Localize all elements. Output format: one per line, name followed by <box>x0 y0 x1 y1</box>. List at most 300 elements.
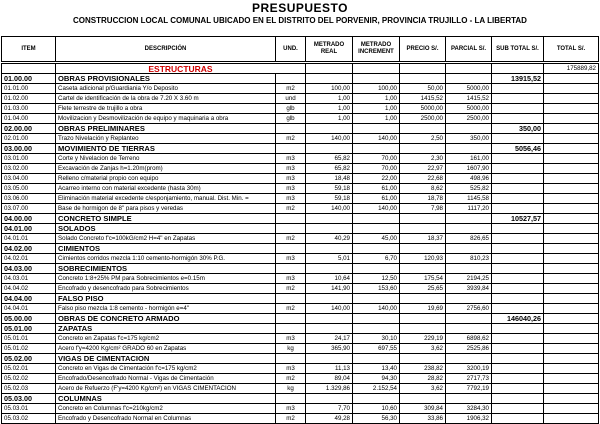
cell-item: 03.00.00 <box>2 144 56 154</box>
cell-subtotal <box>492 244 544 254</box>
cell-price: 2500,00 <box>400 114 446 124</box>
cell-item: 04.02.00 <box>2 244 56 254</box>
cell-price: 120,93 <box>400 254 446 264</box>
cell-item: 04.03.01 <box>2 274 56 284</box>
cell-description: Corte y Nivelacion de Terreno <box>56 154 276 164</box>
cell-price <box>400 144 446 154</box>
cell-item: 05.02.01 <box>2 364 56 374</box>
cell-description: Excavación de Zanjas h=1.20m(prom) <box>56 164 276 174</box>
cell-unit: m2 <box>276 374 306 384</box>
cell-metrado-real <box>306 354 353 364</box>
cell-price: 19,69 <box>400 304 446 314</box>
cell-description: OBRAS DE CONCRETO ARMADO <box>56 314 276 324</box>
cell-item: 04.00.00 <box>2 214 56 224</box>
cell-unit: m2 <box>276 284 306 294</box>
cell-subtotal <box>492 154 544 164</box>
table-row <box>2 174 599 184</box>
table-row <box>2 334 599 344</box>
cell-metrado-increment: 70,00 <box>353 164 400 174</box>
cell-unit <box>276 214 306 224</box>
cell-metrado-real: 65,82 <box>306 164 353 174</box>
cell-description: OBRAS PROVISIONALES <box>56 74 276 84</box>
cell-metrado-real <box>306 294 353 304</box>
cell-partial: 3200,19 <box>446 364 492 374</box>
cell-subtotal: 13915,52 <box>492 74 544 84</box>
cell-price: 25,65 <box>400 284 446 294</box>
cell-unit <box>276 354 306 364</box>
table-row <box>2 204 599 214</box>
cell-price: 7,98 <box>400 204 446 214</box>
table-row <box>2 304 599 314</box>
header-partial: PARCIAL S/. <box>446 37 492 63</box>
cell-metrado-real <box>306 324 353 334</box>
table-row <box>2 344 599 354</box>
cell-metrado-real: 40,29 <box>306 234 353 244</box>
cell-unit: m3 <box>276 154 306 164</box>
cell-item: 01.02.00 <box>2 94 56 104</box>
cell-price: 3,62 <box>400 344 446 354</box>
cell-unit: m3 <box>276 334 306 344</box>
cell-unit: m3 <box>276 364 306 374</box>
cell-price <box>400 354 446 364</box>
cell-subtotal <box>492 254 544 264</box>
cell-subtotal <box>492 104 544 114</box>
table-row <box>2 84 599 94</box>
cell-total <box>544 324 599 334</box>
cell-metrado-increment: 1,00 <box>353 104 400 114</box>
cell-item: 04.04.00 <box>2 294 56 304</box>
cell-total <box>544 274 599 284</box>
cell-subtotal: 10527,57 <box>492 214 544 224</box>
cell-item: 05.02.03 <box>2 384 56 394</box>
cell-subtotal <box>492 354 544 364</box>
cell-price: 22,68 <box>400 174 446 184</box>
cell-metrado-real <box>306 264 353 274</box>
estructuras-row <box>2 63 599 74</box>
cell-metrado-increment: 61,00 <box>353 184 400 194</box>
cell-metrado-increment: 1,00 <box>353 114 400 124</box>
cell-price: 28,82 <box>400 374 446 384</box>
cell-description: SOBRECIMIENTOS <box>56 264 276 274</box>
cell-empty <box>400 63 446 74</box>
cell-metrado-increment: 12,50 <box>353 274 400 284</box>
cell-description: OBRAS PRELIMINARES <box>56 124 276 134</box>
cell-metrado-increment <box>353 264 400 274</box>
cell-total <box>544 334 599 344</box>
project-subtitle: CONSTRUCCION LOCAL COMUNAL UBICADO EN EL DISTRITO DEL PORVENIR, PROVINCIA TRUJILLO - LA LIBERTAD <box>73 16 527 25</box>
header-row <box>2 37 599 63</box>
cell-metrado-increment <box>353 294 400 304</box>
cell-partial: 2717,73 <box>446 374 492 384</box>
cell-unit: m3 <box>276 194 306 204</box>
cell-item: 05.02.00 <box>2 354 56 364</box>
cell-item: 03.02.00 <box>2 164 56 174</box>
cell-subtotal: 146040,26 <box>492 314 544 324</box>
cell-metrado-real: 1,00 <box>306 104 353 114</box>
cell-price: 229,19 <box>400 334 446 344</box>
table-row <box>2 364 599 374</box>
cell-total <box>544 194 599 204</box>
cell-metrado-increment: 697,55 <box>353 344 400 354</box>
cell-item: 05.01.02 <box>2 344 56 354</box>
cell-price <box>400 264 446 274</box>
table-row <box>2 274 599 284</box>
cell-price <box>400 224 446 234</box>
table-row <box>2 114 599 124</box>
cell-metrado-increment <box>353 124 400 134</box>
cell-unit <box>276 314 306 324</box>
section-row <box>2 74 599 84</box>
cell-description: Falso piso mezcla 1:8 cemento - hormigón e=4" <box>56 304 276 314</box>
cell-price: 3,62 <box>400 384 446 394</box>
cell-partial <box>446 74 492 84</box>
cell-total <box>544 384 599 394</box>
cell-unit: glb <box>276 114 306 124</box>
cell-metrado-real: 140,00 <box>306 134 353 144</box>
cell-subtotal <box>492 304 544 314</box>
page-title: PRESUPUESTO <box>252 1 348 15</box>
cell-unit: m2 <box>276 84 306 94</box>
cell-total <box>544 304 599 314</box>
cell-partial: 3284,30 <box>446 404 492 414</box>
cell-metrado-real: 365,90 <box>306 344 353 354</box>
header-description: DESCRIPCIÓN <box>56 37 276 63</box>
cell-partial: 2500,00 <box>446 114 492 124</box>
cell-subtotal: 5056,46 <box>492 144 544 154</box>
cell-partial: 1145,58 <box>446 194 492 204</box>
cell-item: 05.02.02 <box>2 374 56 384</box>
cell-total <box>544 174 599 184</box>
cell-metrado-real: 7,70 <box>306 404 353 414</box>
section-row <box>2 394 599 404</box>
cell-total <box>544 84 599 94</box>
cell-price: 2,50 <box>400 134 446 144</box>
cell-metrado-increment <box>353 324 400 334</box>
cell-metrado-increment: 140,00 <box>353 134 400 144</box>
cell-total <box>544 354 599 364</box>
cell-total <box>544 204 599 214</box>
cell-partial <box>446 124 492 134</box>
cell-metrado-real <box>306 124 353 134</box>
cell-item: 05.03.01 <box>2 404 56 414</box>
cell-partial: 826,65 <box>446 234 492 244</box>
cell-metrado-increment <box>353 314 400 324</box>
cell-subtotal: 350,00 <box>492 124 544 134</box>
cell-partial: 1607,90 <box>446 164 492 174</box>
cell-partial: 7792,19 <box>446 384 492 394</box>
cell-total <box>544 394 599 404</box>
cell-description: VIGAS DE CIMENTACION <box>56 354 276 364</box>
cell-subtotal <box>492 334 544 344</box>
cell-subtotal <box>492 414 544 424</box>
cell-metrado-increment: 13,40 <box>353 364 400 374</box>
cell-metrado-increment <box>353 214 400 224</box>
cell-price: 8,62 <box>400 184 446 194</box>
cell-description: Acero de Refuerzo (F'y=4200 Kg/cm²) en VIGAS CIMENTACION <box>56 384 276 394</box>
cell-price: 309,84 <box>400 404 446 414</box>
cell-total <box>544 314 599 324</box>
cell-partial <box>446 244 492 254</box>
cell-metrado-increment: 2.152,54 <box>353 384 400 394</box>
table-row <box>2 94 599 104</box>
cell-total <box>544 184 599 194</box>
table-row <box>2 414 599 424</box>
cell-unit <box>276 124 306 134</box>
cell-total <box>544 224 599 234</box>
cell-item: 03.01.00 <box>2 154 56 164</box>
header-item: ITEM <box>2 37 56 63</box>
cell-unit: glb <box>276 104 306 114</box>
cell-metrado-increment: 61,00 <box>353 194 400 204</box>
cell-subtotal <box>492 394 544 404</box>
cell-total <box>544 254 599 264</box>
cell-description: Cartel de identificación de la obra de 7.20 X 3.60 m <box>56 94 276 104</box>
cell-price <box>400 74 446 84</box>
table-row <box>2 384 599 394</box>
cell-unit: m2 <box>276 304 306 314</box>
cell-subtotal <box>492 84 544 94</box>
cell-partial <box>446 314 492 324</box>
cell-metrado-real: 65,82 <box>306 154 353 164</box>
section-row <box>2 224 599 234</box>
cell-empty <box>2 63 56 74</box>
cell-subtotal <box>492 184 544 194</box>
cell-price <box>400 314 446 324</box>
cell-metrado-increment: 94,30 <box>353 374 400 384</box>
cell-description: Caseta adicional p/Guardiania Y/o Deposito <box>56 84 276 94</box>
cell-subtotal <box>492 194 544 204</box>
cell-partial: 498,96 <box>446 174 492 184</box>
header-metrado-increment: METRADO INCREMENT <box>353 37 400 63</box>
cell-description: Acero f'y=4200 Kg/cm² GRADO 60 en Zapatas <box>56 344 276 354</box>
cell-description: ZAPATAS <box>56 324 276 334</box>
cell-metrado-real: 49,28 <box>306 414 353 424</box>
cell-unit <box>276 224 306 234</box>
cell-metrado-increment: 10,60 <box>353 404 400 414</box>
cell-item: 02.00.00 <box>2 124 56 134</box>
header-price: PRECIO S/. <box>400 37 446 63</box>
cell-description: Cimientos corridos mezcla 1:10 cemento-hormigón 30% P.G. <box>56 254 276 264</box>
cell-metrado-real <box>306 314 353 324</box>
cell-metrado-increment <box>353 74 400 84</box>
cell-unit: m2 <box>276 134 306 144</box>
cell-unit <box>276 294 306 304</box>
cell-metrado-real <box>306 214 353 224</box>
cell-unit: m3 <box>276 254 306 264</box>
cell-metrado-increment: 30,10 <box>353 334 400 344</box>
cell-total <box>544 144 599 154</box>
cell-item: 01.03.00 <box>2 104 56 114</box>
cell-partial <box>446 144 492 154</box>
cell-unit <box>276 324 306 334</box>
cell-description: Concreto en Vigas de Cimentación f'c=175 kg/cm2 <box>56 364 276 374</box>
cell-metrado-real: 140,00 <box>306 204 353 214</box>
cell-subtotal <box>492 114 544 124</box>
section-row <box>2 314 599 324</box>
cell-partial: 1906,32 <box>446 414 492 424</box>
cell-description: FALSO PISO <box>56 294 276 304</box>
cell-metrado-increment <box>353 244 400 254</box>
cell-unit <box>276 244 306 254</box>
cell-price <box>400 214 446 224</box>
cell-item: 04.04.01 <box>2 304 56 314</box>
cell-subtotal <box>492 224 544 234</box>
cell-unit: m3 <box>276 184 306 194</box>
cell-item: 02.01.00 <box>2 134 56 144</box>
cell-subtotal <box>492 264 544 274</box>
cell-partial: 2194,25 <box>446 274 492 284</box>
cell-empty <box>306 63 353 74</box>
cell-metrado-real: 141,90 <box>306 284 353 294</box>
cell-metrado-real: 59,18 <box>306 194 353 204</box>
cell-price <box>400 324 446 334</box>
cell-metrado-increment <box>353 354 400 364</box>
cell-price <box>400 394 446 404</box>
cell-total <box>544 374 599 384</box>
cell-partial: 810,23 <box>446 254 492 264</box>
cell-subtotal <box>492 94 544 104</box>
cell-subtotal <box>492 294 544 304</box>
cell-partial <box>446 264 492 274</box>
cell-total <box>544 124 599 134</box>
cell-partial: 1117,20 <box>446 204 492 214</box>
cell-metrado-increment: 140,00 <box>353 204 400 214</box>
cell-metrado-real <box>306 224 353 234</box>
cell-description: Solado Concreto f'c=100kG/cm2 H=4" en Zapatas <box>56 234 276 244</box>
table-row <box>2 164 599 174</box>
cell-partial <box>446 294 492 304</box>
cell-metrado-real <box>306 244 353 254</box>
cell-metrado-increment: 100,00 <box>353 84 400 94</box>
cell-metrado-real: 11,13 <box>306 364 353 374</box>
table-row <box>2 404 599 414</box>
header-total: TOTAL S/. <box>544 37 599 63</box>
cell-partial <box>446 214 492 224</box>
cell-item: 04.02.01 <box>2 254 56 264</box>
cell-description: Acarreo interno con material excedente (hasta 30m) <box>56 184 276 194</box>
cell-description: Base de hormigon de 8" para pisos y veredas <box>56 204 276 214</box>
cell-metrado-real: 18,48 <box>306 174 353 184</box>
cell-total <box>544 214 599 224</box>
header-unit: UND. <box>276 37 306 63</box>
cell-empty <box>353 63 400 74</box>
cell-metrado-increment: 1,00 <box>353 94 400 104</box>
cell-item: 05.03.00 <box>2 394 56 404</box>
table-row <box>2 104 599 114</box>
cell-description: CIMIENTOS <box>56 244 276 254</box>
cell-subtotal <box>492 344 544 354</box>
cell-unit: m3 <box>276 404 306 414</box>
header-subtotal: SUB TOTAL S/. <box>492 37 544 63</box>
cell-price <box>400 244 446 254</box>
cell-subtotal <box>492 274 544 284</box>
table-row <box>2 254 599 264</box>
cell-description: Encofrado/Desencofrado Normal - Vigas de Cimentación <box>56 374 276 384</box>
section-row <box>2 324 599 334</box>
section-row <box>2 294 599 304</box>
cell-metrado-increment: 56,30 <box>353 414 400 424</box>
cell-total <box>544 344 599 354</box>
cell-partial: 6898,62 <box>446 334 492 344</box>
section-row <box>2 214 599 224</box>
cell-metrado-increment <box>353 224 400 234</box>
cell-description: Concreto en Zapatas f'c=175 kg/cm2 <box>56 334 276 344</box>
cell-metrado-increment <box>353 144 400 154</box>
cell-subtotal <box>492 234 544 244</box>
cell-total <box>544 404 599 414</box>
cell-total <box>544 74 599 84</box>
cell-partial <box>446 324 492 334</box>
cell-total <box>544 364 599 374</box>
cell-metrado-real: 100,00 <box>306 84 353 94</box>
cell-price: 33,86 <box>400 414 446 424</box>
cell-description: Encofrado y desencofrado para Sobrecimientos <box>56 284 276 294</box>
cell-price: 1415,52 <box>400 94 446 104</box>
cell-description: Trazo Nivelación y Replanteo <box>56 134 276 144</box>
cell-metrado-increment: 153,60 <box>353 284 400 294</box>
cell-partial <box>446 224 492 234</box>
cell-subtotal <box>492 174 544 184</box>
cell-partial <box>446 354 492 364</box>
cell-partial: 350,00 <box>446 134 492 144</box>
cell-item: 05.00.00 <box>2 314 56 324</box>
cell-empty <box>446 63 492 74</box>
cell-total <box>544 244 599 254</box>
cell-metrado-real: 89,04 <box>306 374 353 384</box>
cell-price: 238,82 <box>400 364 446 374</box>
cell-total <box>544 294 599 304</box>
cell-price: 50,00 <box>400 84 446 94</box>
cell-unit: m3 <box>276 164 306 174</box>
cell-metrado-real <box>306 74 353 84</box>
table-row <box>2 184 599 194</box>
cell-metrado-real: 1,00 <box>306 94 353 104</box>
cell-item: 01.04.00 <box>2 114 56 124</box>
cell-item: 04.01.00 <box>2 224 56 234</box>
cell-partial: 5000,00 <box>446 104 492 114</box>
cell-description: CONCRETO SIMPLE <box>56 214 276 224</box>
cell-metrado-real: 10,64 <box>306 274 353 284</box>
cell-unit <box>276 74 306 84</box>
cell-partial: 2525,86 <box>446 344 492 354</box>
cell-subtotal <box>492 284 544 294</box>
cell-total <box>544 94 599 104</box>
cell-subtotal <box>492 364 544 374</box>
section-row <box>2 264 599 274</box>
cell-metrado-real: 1,00 <box>306 114 353 124</box>
cell-price: 175,54 <box>400 274 446 284</box>
cell-metrado-real: 1.329,86 <box>306 384 353 394</box>
cell-unit: m3 <box>276 274 306 284</box>
cell-partial: 3939,84 <box>446 284 492 294</box>
budget-table <box>1 36 599 424</box>
cell-unit: m2 <box>276 234 306 244</box>
cell-metrado-increment: 140,00 <box>353 304 400 314</box>
cell-item: 03.06.00 <box>2 194 56 204</box>
cell-price <box>400 124 446 134</box>
cell-metrado-real: 59,18 <box>306 184 353 194</box>
cell-item: 05.03.02 <box>2 414 56 424</box>
cell-partial: 525,82 <box>446 184 492 194</box>
section-row <box>2 354 599 364</box>
cell-price: 2,30 <box>400 154 446 164</box>
cell-item: 04.03.00 <box>2 264 56 274</box>
cell-price: 22,97 <box>400 164 446 174</box>
cell-price: 18,37 <box>400 234 446 244</box>
cell-item: 05.01.00 <box>2 324 56 334</box>
cell-item: 03.05.00 <box>2 184 56 194</box>
cell-partial: 2756,60 <box>446 304 492 314</box>
